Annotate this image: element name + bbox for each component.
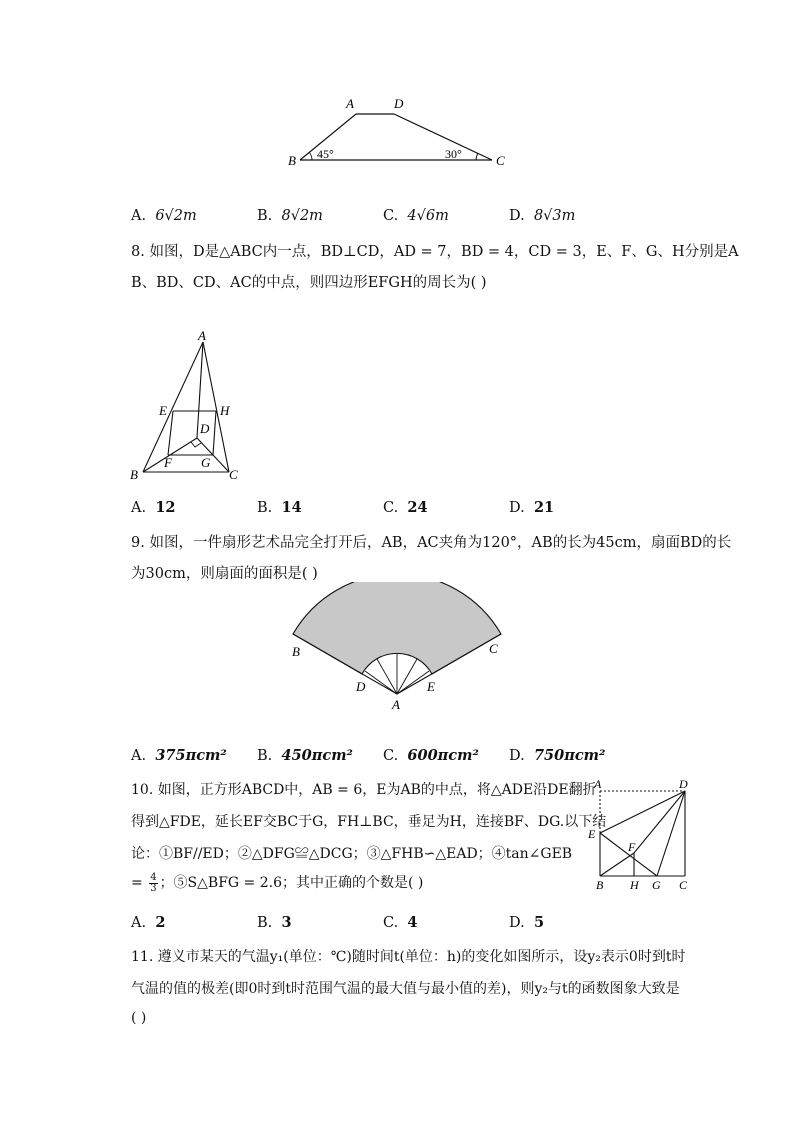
q7-label-a: A — [346, 96, 354, 111]
q10-option-b: B. 3 — [257, 914, 292, 931]
q8-option-c-text: 24 — [407, 499, 428, 516]
q10-frac-den: 3 — [150, 882, 157, 894]
q10-stem-line1: 10. 如图，正方形ABCD中，AB = 6，E为AB的中点，将△ADE沿DE翻折 — [131, 782, 597, 798]
q10-option-b-text: 3 — [281, 914, 292, 931]
q11-stem-line3: ( ) — [131, 1010, 147, 1026]
q9-option-d-text: 750πcm² — [533, 747, 606, 764]
q10-label-a: A — [594, 777, 602, 791]
q9-label-e: E — [427, 679, 435, 694]
q8-option-c: C. 24 — [383, 499, 428, 516]
q10-option-a: A. 2 — [131, 914, 166, 931]
q11-stem-line1: 11. 遵义市某天的气温y₁(单位：℃)随时间t(单位：h)的变化如图所示，设y₂表示0时到t时 — [131, 949, 686, 965]
q9-label-b: B — [292, 644, 300, 659]
q7-angle-b: 45° — [317, 147, 334, 161]
q10-stem-line2: 得到△FDE，延长EF交BC于G，FH⊥BC，垂足为H，连接BF、DG.以下结 — [131, 814, 607, 830]
q8-label-h: H — [220, 403, 230, 418]
q7-label-c: C — [496, 153, 505, 168]
q7-option-d-text: 8√3m — [533, 208, 576, 224]
q9-option-c: C. 600πcm² — [383, 747, 479, 764]
q10-stem-line3: 论：①BF//ED；②△DFG≌△DCG；③△FHB∽△EAD；④tan∠GEB — [131, 846, 573, 862]
q8-option-b: B. 14 — [257, 499, 302, 516]
q10-option-c-text: 4 — [407, 914, 418, 931]
q8-triangle-figure — [125, 330, 255, 488]
q9-option-a: A. 375πcm² — [131, 747, 227, 764]
q7-angle-c: 30° — [445, 147, 462, 161]
q7-option-b: B. 8√2m — [257, 208, 323, 224]
q9-label-c: C — [489, 641, 498, 656]
q7-option-c: C. 4√6m — [383, 208, 449, 224]
q8-label-b: B — [130, 467, 138, 482]
q8-option-d: D. 21 — [509, 499, 555, 516]
q7-option-b-text: 8√2m — [281, 208, 323, 224]
q10-label-d: D — [679, 777, 688, 791]
q8-option-a-text: 12 — [155, 499, 176, 516]
q8-option-d-text: 21 — [533, 499, 555, 516]
q10-frac-num: 4 — [150, 871, 157, 883]
q10-label-b: B — [596, 878, 604, 892]
q7-label-b: B — [288, 153, 296, 168]
q10-option-d: D. 5 — [509, 914, 545, 931]
q10-label-h: H — [630, 878, 639, 892]
q10-stem-line4: = $\frac{4}{3}$ ；⑤S△BFG = 2.6；其中正确的个数是( ) — [131, 871, 424, 894]
q10-option-a-text: 2 — [155, 914, 166, 931]
q9-label-d: D — [356, 679, 366, 694]
q7-option-c-text: 4√6m — [407, 208, 449, 224]
q8-label-c: C — [229, 467, 238, 482]
q7-trapezoid-figure — [280, 92, 520, 172]
q9-fan-figure — [285, 582, 510, 714]
q8-label-e: E — [159, 403, 167, 418]
q8-label-a: A — [198, 330, 206, 343]
q9-label-a: A — [392, 697, 400, 712]
q8-label-f: F — [164, 455, 172, 470]
q9-option-d: D. 750πcm² — [509, 747, 606, 764]
q7-label-d: D — [394, 96, 404, 111]
q10-label-c: C — [679, 878, 688, 892]
q9-option-a-text: 375πcm² — [155, 747, 227, 764]
q9-stem-line1: 9. 如图，一件扇形艺术品完全打开后，AB，AC夹角为120°，AB的长为45cm，扇面BD的长 — [131, 535, 732, 551]
q9-option-b: B. 450πcm² — [257, 747, 353, 764]
q10-square-figure — [586, 776, 698, 894]
q7-option-a: A. 6√2m — [131, 208, 197, 224]
q10-label-g: G — [652, 878, 661, 892]
q8-stem-line1: 8. 如图，D是△ABC内一点，BD⊥CD，AD = 7，BD = 4，CD = 3，E、F、G、H分别是A — [131, 244, 739, 260]
q10-option-c: C. 4 — [383, 914, 418, 931]
q8-stem-line2: B、BD、CD、AC的中点，则四边形EFGH的周长为( ) — [131, 275, 487, 291]
q8-option-a: A. 12 — [131, 499, 176, 516]
q10-label-f: F — [628, 840, 636, 854]
q9-stem-line2: 为30cm，则扇面的面积是( ) — [131, 566, 318, 582]
q8-label-d: D — [200, 421, 210, 436]
q9-option-c-text: 600πcm² — [407, 747, 479, 764]
q7-option-d: D. 8√3m — [509, 208, 576, 224]
q10-option-d-text: 5 — [533, 914, 545, 931]
q11-stem-line2: 气温的值的极差(即0时到t时范围气温的最大值与最小值的差)，则y₂与t的函数图象大致是 — [131, 981, 680, 997]
q9-option-b-text: 450πcm² — [281, 747, 353, 764]
q8-label-g: G — [201, 455, 211, 470]
q7-option-a-text: 6√2m — [155, 208, 197, 224]
q10-label-e: E — [588, 827, 596, 841]
q8-option-b-text: 14 — [281, 499, 302, 516]
